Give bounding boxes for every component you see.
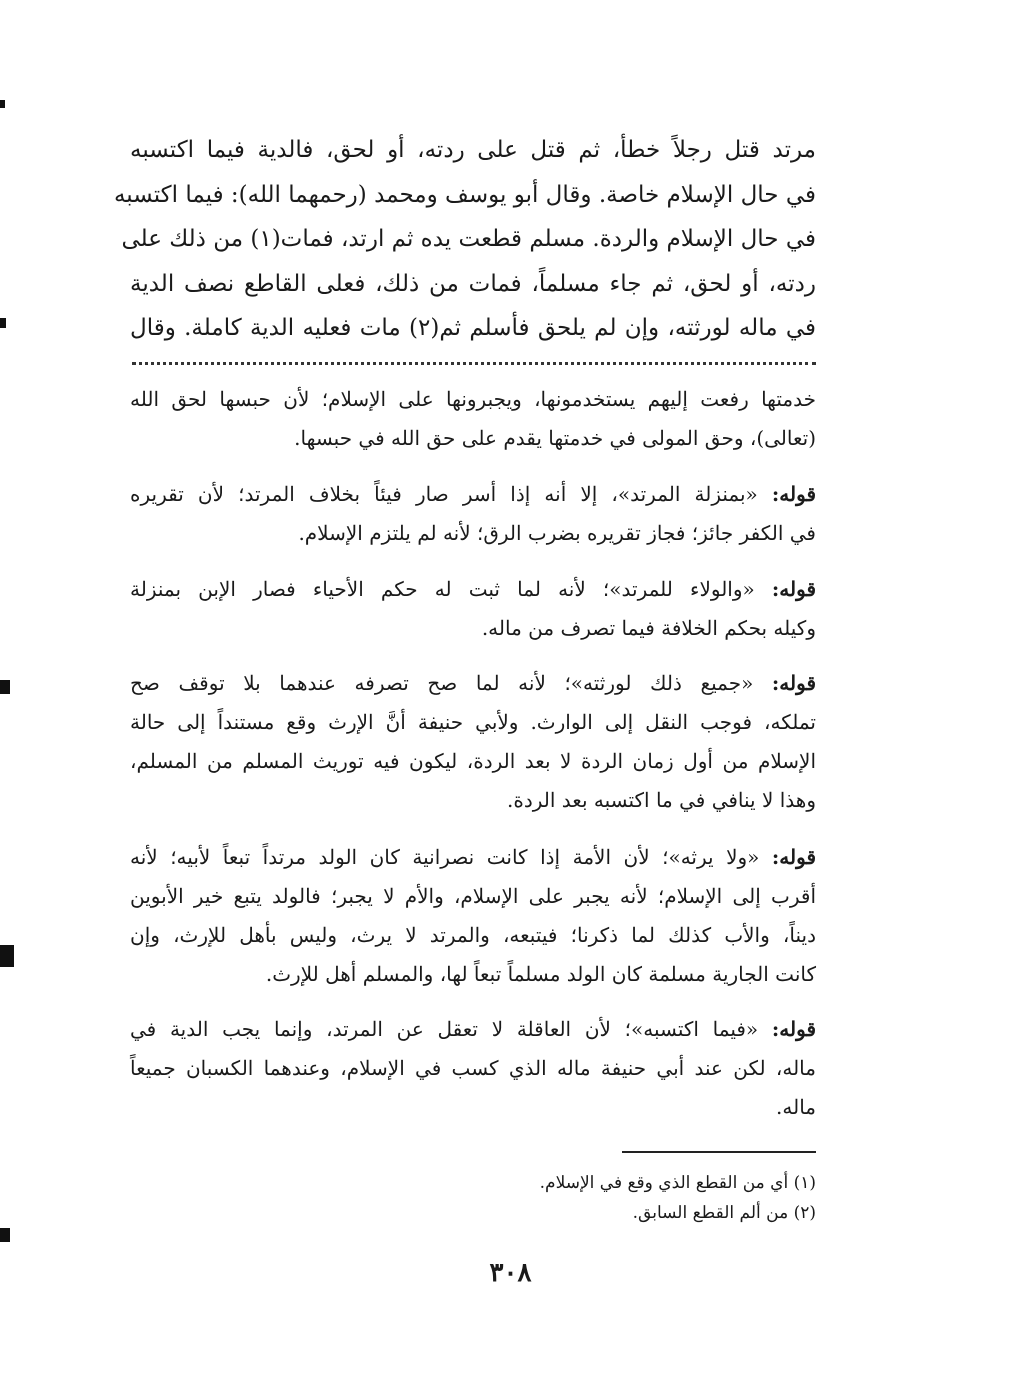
commentary-line bbox=[130, 475, 816, 514]
qawluh-label: قوله: bbox=[771, 1017, 817, 1041]
qawluh-label: قوله: bbox=[771, 482, 816, 506]
scan-mark bbox=[0, 318, 6, 328]
commentary-line: (تعالى)، وحق المولى في خدمتها يقدم على حق الله في حبسها. bbox=[294, 426, 816, 450]
commentary-line bbox=[130, 838, 816, 877]
commentary-line bbox=[130, 664, 816, 703]
scan-mark bbox=[0, 1228, 10, 1242]
footnote-1: (١) أي من القطع الذي وقع في الإسلام. bbox=[539, 1173, 816, 1193]
commentary-paragraph bbox=[130, 475, 816, 553]
qawluh-label: قوله: bbox=[771, 577, 817, 601]
main-text-line: في حال الإسلام خاصة. وقال أبو يوسف ومحمد (رحمهما الله): فيما اكتسبه bbox=[113, 181, 816, 208]
main-text-line: مرتد قتل رجلاً خطأ، ثم قتل على ردته، أو لحق، فالدية فيما اكتسبه bbox=[130, 137, 816, 163]
commentary-line: خدمتها رفعت إليهم يستخدمونها، ويجبرونها على الإسلام؛ لأن حبسها لحق الله bbox=[130, 387, 816, 411]
commentary-line: تملكه، فوجب النقل إلى الوارث. ولأبي حنيفة أنَّ الإرث وقع مستنداً إلى حالة bbox=[130, 710, 816, 734]
commentary-paragraph bbox=[130, 838, 816, 994]
commentary-paragraph bbox=[130, 1010, 816, 1127]
commentary-text: «ولا يرثه»؛ لأن الأمة إذا كانت نصرانية كان الولد مرتداً تبعاً لأبيه؛ لأنه bbox=[130, 845, 760, 869]
commentary-line: ديناً، والأب كذلك لما ذكرنا؛ فيتبعه، والمرتد لا يرث، وليس بأهل للإرث، وإن bbox=[130, 923, 816, 947]
main-text-line: ردته، أو لحق، ثم جاء مسلماً، فمات من ذلك، فعلى القاطع نصف الدية bbox=[130, 270, 816, 297]
commentary-line: أقرب إلى الإسلام؛ لأنه يجبر على الإسلام، والأم لا يجبر؛ فالولد يتبع خير الأبوين bbox=[130, 884, 816, 908]
commentary-line: الإسلام من أول زمان الردة لا بعد الردة، ليكون فيه توريث المسلم من المسلم، bbox=[130, 749, 816, 773]
commentary-text: «فيما اكتسبه»؛ لأن العاقلة لا تعقل عن المرتد، وإنما يجب الدية في bbox=[130, 1017, 759, 1041]
commentary-paragraph bbox=[130, 664, 816, 820]
footnote-rule bbox=[622, 1151, 816, 1153]
commentary-line bbox=[130, 1010, 816, 1049]
commentary-paragraph bbox=[130, 380, 816, 458]
scan-mark bbox=[0, 100, 5, 108]
scan-mark bbox=[0, 680, 10, 694]
footnotes bbox=[420, 1168, 816, 1228]
page-number: ٣٠٨ bbox=[489, 1258, 532, 1288]
commentary-text: «والولاء للمرتد»؛ لأنه لما ثبت له حكم الأحياء فصار الإبن بمنزلة bbox=[130, 577, 755, 601]
commentary-line: ماله. bbox=[776, 1095, 816, 1119]
scan-mark bbox=[0, 945, 14, 967]
main-text-line: في حال الإسلام والردة. مسلم قطعت يده ثم ارتد، فمات(١) من ذلك على bbox=[121, 226, 816, 252]
commentary-line: كانت الجارية مسلمة كان الولد مسلماً تبعاً لها، والمسلم أهل للإرث. bbox=[265, 962, 816, 986]
main-text bbox=[113, 128, 816, 351]
commentary-line bbox=[130, 570, 816, 609]
qawluh-label: قوله: bbox=[771, 845, 817, 869]
main-text-line: في ماله لورثته، وإن لم يلحق فأسلم ثم(٢) مات فعليه الدية كاملة. وقال bbox=[130, 315, 816, 341]
commentary-text: «جميع ذلك لورثته»؛ لأنه لما صح تصرفه عندهما بلا توقف صح bbox=[130, 671, 754, 695]
commentary-text: «بمنزلة المرتد»، إلا أنه إذا أسر صار فيئاً بخلاف المرتد؛ لأن تقريره bbox=[130, 482, 758, 506]
dotted-separator bbox=[132, 362, 816, 365]
commentary-line: في الكفر جائز؛ فجاز تقريره بضرب الرق؛ لأنه لم يلتزم الإسلام. bbox=[298, 521, 816, 545]
commentary-paragraph bbox=[130, 570, 816, 648]
commentary-line: وكيله بحكم الخلافة فيما تصرف من ماله. bbox=[481, 616, 816, 640]
qawluh-label: قوله: bbox=[771, 671, 816, 695]
commentary-line: ماله، لكن عند أبي حنيفة ماله الذي كسب في الإسلام، وعندهما الكسبان جميعاً bbox=[130, 1056, 816, 1080]
footnote-2: (٢) من ألم القطع السابق. bbox=[632, 1203, 816, 1223]
commentary-line: وهذا لا ينافي في ما اكتسبه بعد الردة. bbox=[507, 788, 816, 812]
